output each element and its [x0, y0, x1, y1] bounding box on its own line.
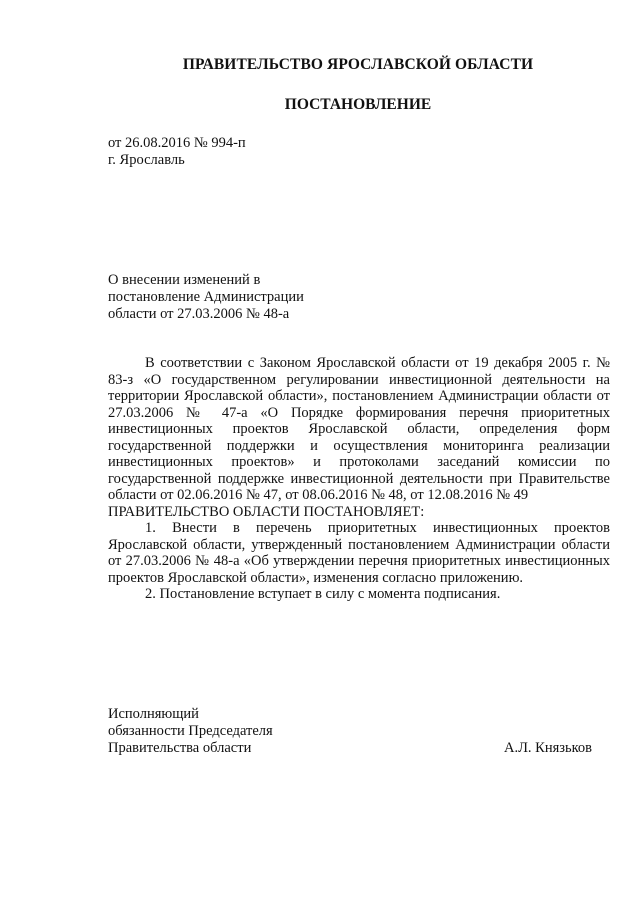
organization-heading: ПРАВИТЕЛЬСТВО ЯРОСЛАВСКОЙ ОБЛАСТИ: [182, 56, 534, 73]
city: г. Ярославль: [108, 152, 185, 168]
resolution-item-2: 2. Постановление вступает в силу с момента подписания.: [145, 586, 501, 602]
resolution-item-1: 1. Внести в перечень приоритетных инвестиционных проектов Ярославской области, утвержденный постановлением Администрации области от 27.03.2006 № 48-а «Об утверждении перечня приоритетных инвестиционных проектов Ярославской области», изменения согласно приложению.: [108, 520, 610, 586]
preamble-paragraph: В соответствии с Законом Ярославской области от 19 декабря 2005 г. № 83-з «О государственном регулировании инвестиционной деятельности на территории Ярославской области», постановлением Администрации области от 27.03.2006 № 47-а «О Порядке формирования перечня приоритетных инвестиционных проектов Ярославской области, определения форм государственной поддержки и осуществления мониторинга реализации инвестиционных проектов» и протоколами заседаний комиссии по государственной поддержке инвестиционной деятельности при Правительстве области от 02.06.2016 № 47, от 08.06.2016 № 48, от 12.08.2016 № 49: [108, 355, 610, 503]
signature-block: [108, 706, 592, 757]
document-meta: [108, 135, 246, 169]
signatory-title-line: Правительства области: [108, 740, 252, 756]
signature-row: [108, 740, 592, 757]
signatory-name: А.Л. Князьков: [503, 740, 592, 756]
subject-line: области от 27.03.2006 № 48-а: [108, 306, 290, 322]
date-number: от 26.08.2016 № 994-п: [108, 135, 246, 151]
resolution-statement: ПРАВИТЕЛЬСТВО ОБЛАСТИ ПОСТАНОВЛЯЕТ:: [108, 503, 425, 520]
signatory-title-line: Исполняющий: [108, 706, 199, 722]
subject-line: постановление Администрации: [108, 289, 304, 305]
document-subject: [108, 272, 368, 323]
document-type-heading: ПОСТАНОВЛЕНИЕ: [284, 96, 432, 113]
document-body: [108, 355, 610, 603]
signatory-title-line: обязанности Председателя: [108, 723, 273, 739]
subject-line: О внесении изменений в: [108, 272, 261, 288]
